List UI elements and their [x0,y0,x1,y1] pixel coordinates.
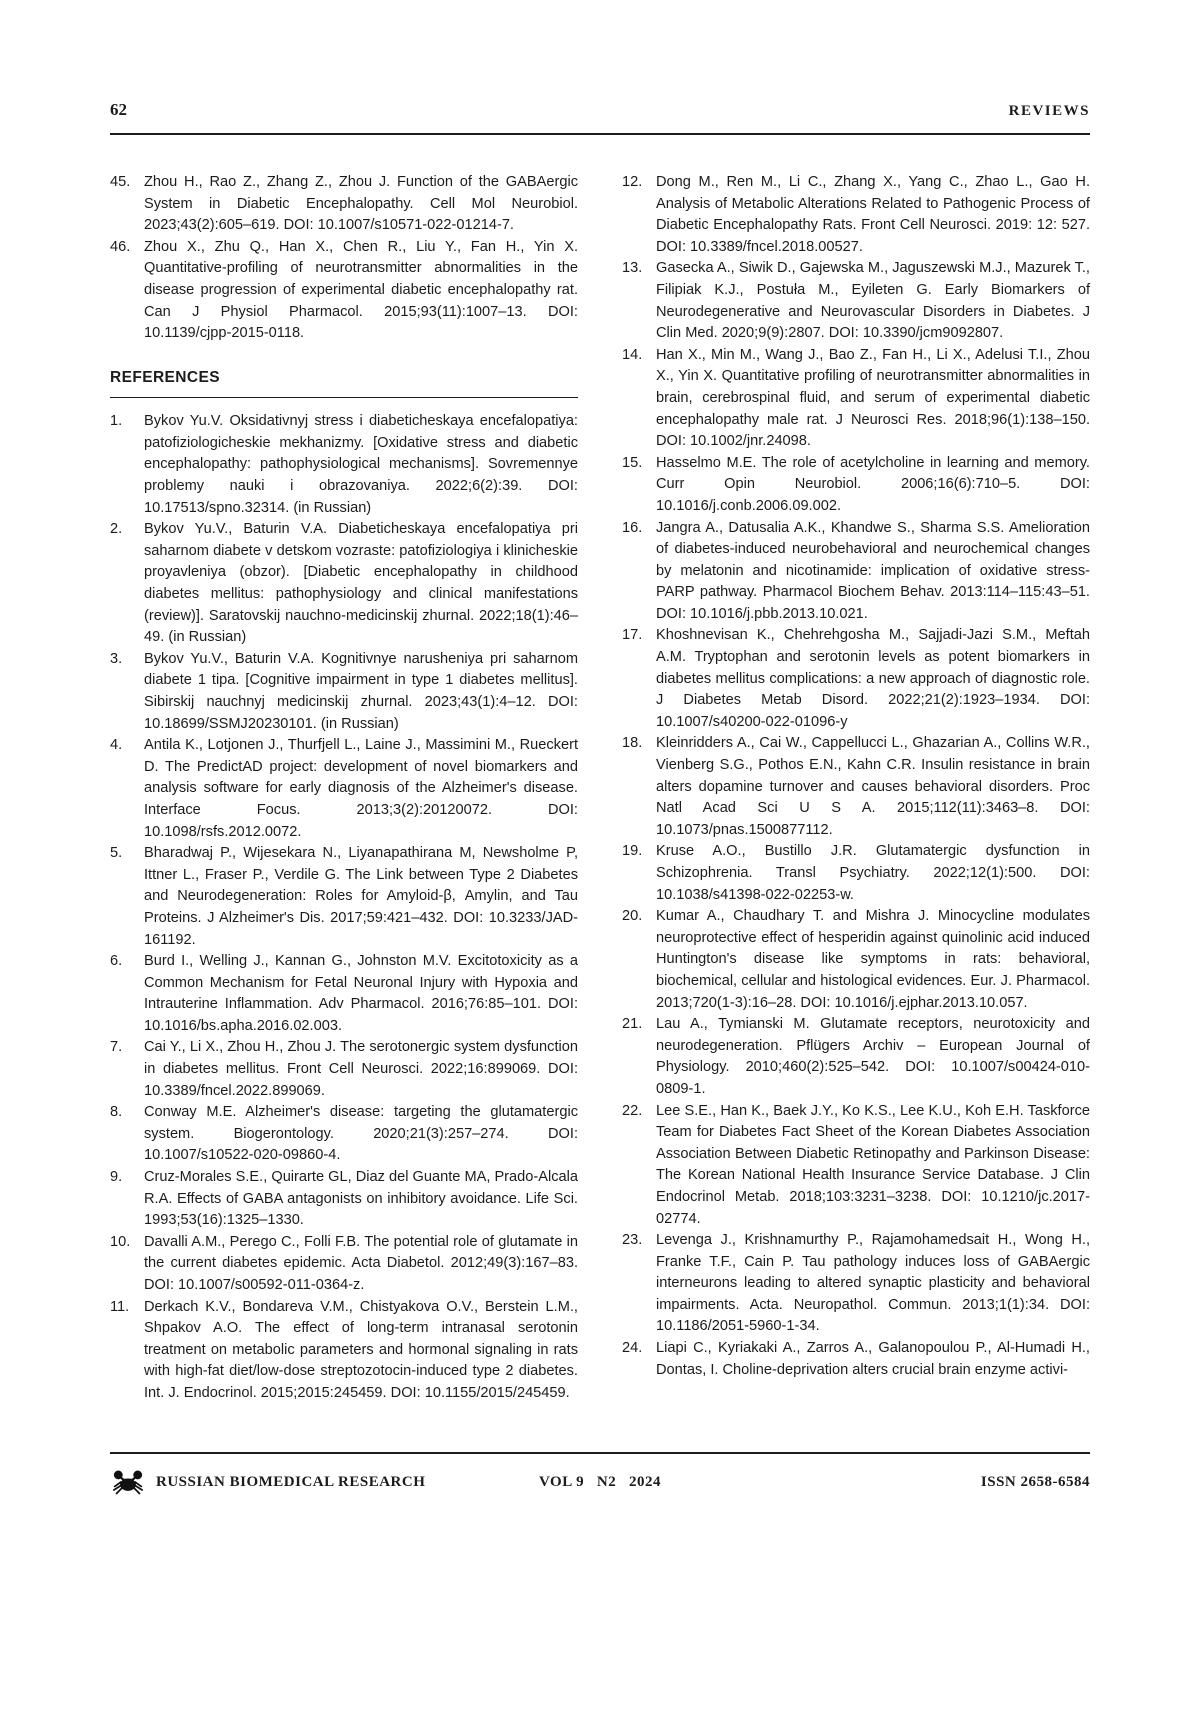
reference-number: 2. [110,521,123,538]
reference-item-5 [110,843,578,951]
reference-text: Davalli A.M., Perego C., Folli F.B. The potential role of glutamate in the current diabetes epidemic. Acta Diabetol. 2012;49(3):167–83. DOI: 10.1007/s00592-011-0364-z. [144,1233,578,1293]
reference-item-9 [110,1167,578,1232]
reference-text: Gasecka A., Siwik D., Gajewska M., Jaguszewski M.J., Mazurek T., Filipiak K.J., Postuła M., Eyileten G. Early Biomarkers of Neurodegenerative and Neurovascular Disorders in Diabetes. J Clin Med. 2020;9(9):2807. DOI: 10.3390/jcm9092807. [656,260,1090,342]
reference-number: 19. [622,843,643,860]
reference-number: 9. [110,1169,123,1186]
reference-item-4 [110,735,578,843]
reference-item-15 [622,453,1090,518]
reference-number: 1. [110,413,123,430]
reference-text: Bykov Yu.V., Baturin V.A. Diabeticheskaya encefalopatiya pri saharnom diabete v detskom vozraste: patofiziologiya i klinicheskie proyavleniya (obzor). [Diabetic encephalopathy in childhood diabetes mellitus: pathophysiology and clinical manifestations (review)]. Saratovskij nauchno-medicinskij zhurnal. 2022;18(1):46–49. (in Russian) [144,521,578,646]
reference-number: 6. [110,953,123,970]
reference-text: Bharadwaj P., Wijesekara N., Liyanapathirana M, Newsholme P, Ittner L., Fraser P., Verdile G. The Link between Type 2 Diabetes and Neurodegeneration: Roles for Amyloid-β, Amylin, and Tau Proteins. J Alzheimer's Dis. 2017;59:421–432. DOI: 10.3233/JAD-161192. [144,845,578,948]
reference-item-12 [622,172,1090,258]
footer-row [110,1467,1090,1497]
reference-text: Antila K., Lotjonen J., Thurfjell L., Laine J., Massimini M., Rueckert D. The PredictAD project: development of novel biomarkers and analysis software for early diagnosis of the Alzheimer's disease. Interface Focus. 2013;3(2):20120072. DOI: 10.1098/rsfs.2012.0072. [144,737,578,840]
reference-text: Cruz-Morales S.E., Quirarte GL, Diaz del Guante MA, Prado-Alcala R.A. Effects of GABA antagonists on inhibitory avoidance. Life Sci. 1993;53(16):1325–1330. [144,1169,578,1229]
volume-issue: VOL 9 N2 2024 [539,1473,661,1490]
reference-text: Kumar A., Chaudhary T. and Mishra J. Minocycline modulates neuroprotective effect of hesperidin against quinolinic acid induced Huntington's disease like symptoms in rats: behavioral, biochemical, cellular and histological evidences. Eur. J. Pharmacol. 2013;720(1-3):16–28. DOI: 10.1016/j.ejphar.2013.10.057. [656,908,1090,1011]
references-heading-divider [110,397,578,399]
reference-number: 22. [622,1102,643,1119]
references-heading: REFERENCES [110,368,220,386]
reference-number: 5. [110,845,123,862]
reference-item-10 [110,1232,578,1297]
reference-item-45 [110,172,578,237]
reference-item-24 [622,1338,1090,1381]
reference-number: 46. [110,238,131,255]
left-column [110,172,578,1405]
reference-item-23 [622,1230,1090,1338]
reference-item-13 [622,258,1090,344]
references-content [110,172,1090,1405]
reference-number: 11. [110,1298,130,1315]
issn: ISSN 2658-6584 [980,1473,1090,1490]
reference-text: Zhou X., Zhu Q., Han X., Chen R., Liu Y., Fan H., Yin X. Quantitative-profiling of neurotransmitter abnormalities in the disease progression of experimental diabetic encephalopathy rat. Can J Physiol Pharmacol. 2015;93(11):1007–13. DOI: 10.1139/cjpp-2015-0118. [144,238,578,342]
reference-number: 7. [110,1039,123,1056]
reference-text: Kruse A.O., Bustillo J.R. Glutamatergic dysfunction in Schizophrenia. Transl Psychiatry. 2022;12(1):500. DOI: 10.1038/s41398-022-02253-w. [656,843,1090,903]
page-header [110,100,1090,120]
reference-item-2 [110,519,578,649]
crab-emblem-icon [110,1467,146,1497]
reference-item-20 [622,906,1090,1014]
right-column [622,172,1090,1405]
reference-number: 23. [622,1232,643,1249]
reference-number: 13. [622,260,643,277]
reference-number: 20. [622,908,643,925]
reference-text: Dong M., Ren M., Li C., Zhang X., Yang C., Zhao L., Gao H. Analysis of Metabolic Alterations Related to Pathogenic Process of Diabetic Encephalopathy Rats. Front Cell Neurosci. 2019: 12: 527. DOI: 10.3389/fncel.2018.00527. [656,174,1090,255]
reference-number: 24. [622,1340,643,1357]
reference-text: Derkach K.V., Bondareva V.M., Chistyakova O.V., Berstein L.M., Shpakov A.O. The effect of long-term intranasal serotonin treatment on metabolic parameters and hormonal signaling in rats with high-fat diet/low-dose streptozotocin-induced type 2 diabetes. Int. J. Endocrinol. 2015;2015:245459. DOI: 10.1155/2015/245459. [144,1298,578,1401]
reference-item-7 [110,1037,578,1102]
reference-item-16 [622,518,1090,626]
footer-left [110,1467,539,1497]
reference-text: Zhou H., Rao Z., Zhang Z., Zhou J. Function of the GABAergic System in Diabetic Encephalopathy. Cell Mol Neurobiol. 2023;43(2):605–619. DOI: 10.1007/s10571-022-01214-7. [144,174,578,234]
reference-text: Kleinridders A., Cai W., Cappellucci L., Ghazarian A., Collins W.R., Vienberg S.G., Pothos E.N., Kahn C.R. Insulin resistance in brain alters dopamine turnover and causes behavioral disorders. Proc Natl Acad Sci U S A. 2015;112(11):3463–8. DOI: 10.1073/pnas.1500877112. [656,735,1090,838]
reference-text: Jangra A., Datusalia A.K., Khandwe S., Sharma S.S. Amelioration of diabetes-induced neurobehavioral and neurochemical changes by melatonin and nicotinamide: implication of oxidative stress-PARP pathway. Pharmacol Biochem Behav. 2013:114–115:43–51. DOI: 10.1016/j.pbb.2013.10.021. [656,519,1090,622]
reference-item-21 [622,1014,1090,1100]
reference-text: Khoshnevisan K., Chehrehgosha M., Sajjadi-Jazi S.M., Meftah A.M. Tryptophan and serotonin levels as potent biomarkers in diabetes mellitus complications: a new approach of diagnostic role. J Diabetes Metab Disord. 2022;21(2):1923–1934. DOI: 10.1007/s40200-022-01096-y [656,627,1090,730]
reference-number: 14. [622,346,643,363]
reference-text: Han X., Min M., Wang J., Bao Z., Fan H., Li X., Adelusi T.I., Zhou X., Yin X. Quantitative profiling of neurotransmitter abnormalities in brain, cerebrospinal fluid, and serum of experimental diabetic encephalopathy male rat. J Neurosci Res. 2018;96(1):138–150. DOI: 10.1002/jnr.24098. [656,346,1090,450]
reference-item-22 [622,1101,1090,1231]
reference-number: 45. [110,174,131,190]
reference-text: Cai Y., Li X., Zhou H., Zhou J. The serotonergic system dysfunction in diabetes mellitus. Front Cell Neurosci. 2022;16:899069. DOI: 10.3389/fncel.2022.899069. [144,1039,578,1099]
reference-item-3 [110,649,578,735]
reference-number: 15. [622,454,643,471]
reference-item-8 [110,1102,578,1167]
reference-number: 8. [110,1104,123,1121]
reference-text: Lau A., Tymianski M. Glutamate receptors, neurotoxicity and neurodegeneration. Pflügers Archiv – European Journal of Physiology. 2010;460(2):525–542. DOI: 10.1007/s00424-010-0809-1. [656,1016,1090,1097]
reference-text: Levenga J., Krishnamurthy P., Rajamohamedsait H., Wong H., Franke T.F., Cain P. Tau pathology induces loss of GABAergic interneurons leading to altered synaptic plasticity and behavioral impairments. Acta. Neuropathol. Commun. 2013;1(1):34. DOI: 10.1186/2051-5960-1-34. [656,1232,1090,1335]
reference-item-46 [110,237,578,345]
reference-item-1 [110,411,578,519]
page-footer [110,1452,1090,1497]
reference-item-18 [622,733,1090,841]
reference-item-14 [622,345,1090,453]
journal-name: RUSSIAN BIOMEDICAL RESEARCH [156,1473,426,1490]
reference-text: Conway M.E. Alzheimer's disease: targeting the glutamatergic system. Biogerontology. 2020;21(3):257–274. DOI: 10.1007/s10522-020-09860-4. [144,1104,578,1164]
reference-text: Bykov Yu.V. Oksidativnyj stress i diabeticheskaya encefalopatiya: patofiziologicheskie mekhanizmy. [Oxidative stress and diabetic encephalopathy: pathophysiological mechanisms]. Sovremennye problemy nauki i obrazovaniya. 2022;6(2):39. DOI: 10.17513/spno.32314. (in Russian) [144,413,578,516]
reference-text: Burd I., Welling J., Kannan G., Johnston M.V. Excitotoxicity as a Common Mechanism for Fetal Neuronal Injury with Hypoxia and Intrauterine Inflammation. Adv Pharmacol. 2016;76:85–101. DOI: 10.1016/bs.apha.2016.02.003. [144,953,578,1034]
reference-number: 3. [110,650,123,667]
reference-text: Bykov Yu.V., Baturin V.A. Kognitivnye narusheniya pri saharnom diabete 1 tipa. [Cognitive impairment in type 1 diabetes mellitus]. Sibirskij nauchnyj medicinskij zhurnal. 2023;43(1):4–12. DOI: 10.18699/SSMJ20230101. (in Russian) [144,650,578,732]
reference-number: 12. [622,174,643,190]
page-number: 62 [110,100,127,119]
header-divider [110,133,1090,135]
reference-item-11 [110,1297,578,1405]
reference-text: Lee S.E., Han K., Baek J.Y., Ko K.S., Lee K.U., Koh E.H. Taskforce Team for Diabetes Fact Sheet of the Korean Diabetes Association Association Between Diabetic Retinopathy and Parkinson Disease: The Korean National Health Insurance Service Database. J Clin Endocrinol Metab. 2018;103:3231–3238. DOI: 10.1210/jc.2017-02774. [656,1102,1090,1227]
footer-divider [110,1452,1090,1454]
reference-number: 16. [622,519,643,536]
reference-number: 18. [622,735,643,752]
reference-number: 4. [110,737,123,754]
reference-number: 21. [622,1016,643,1033]
reference-text: Liapi C., Kyriakaki A., Zarros A., Galanopoulou P., Al-Humadi H., Dontas, I. Choline-deprivation alters crucial brain enzyme activi- [656,1340,1090,1378]
running-head: REVIEWS [1008,103,1090,119]
reference-number: 10. [110,1233,131,1250]
reference-text: Hasselmo M.E. The role of acetylcholine in learning and memory. Curr Opin Neurobiol. 2006;16(6):710–5. DOI: 10.1016/j.conb.2006.09.002. [656,454,1090,514]
reference-item-19 [622,841,1090,906]
reference-number: 17. [622,627,643,644]
reference-item-17 [622,625,1090,733]
reference-item-6 [110,951,578,1037]
